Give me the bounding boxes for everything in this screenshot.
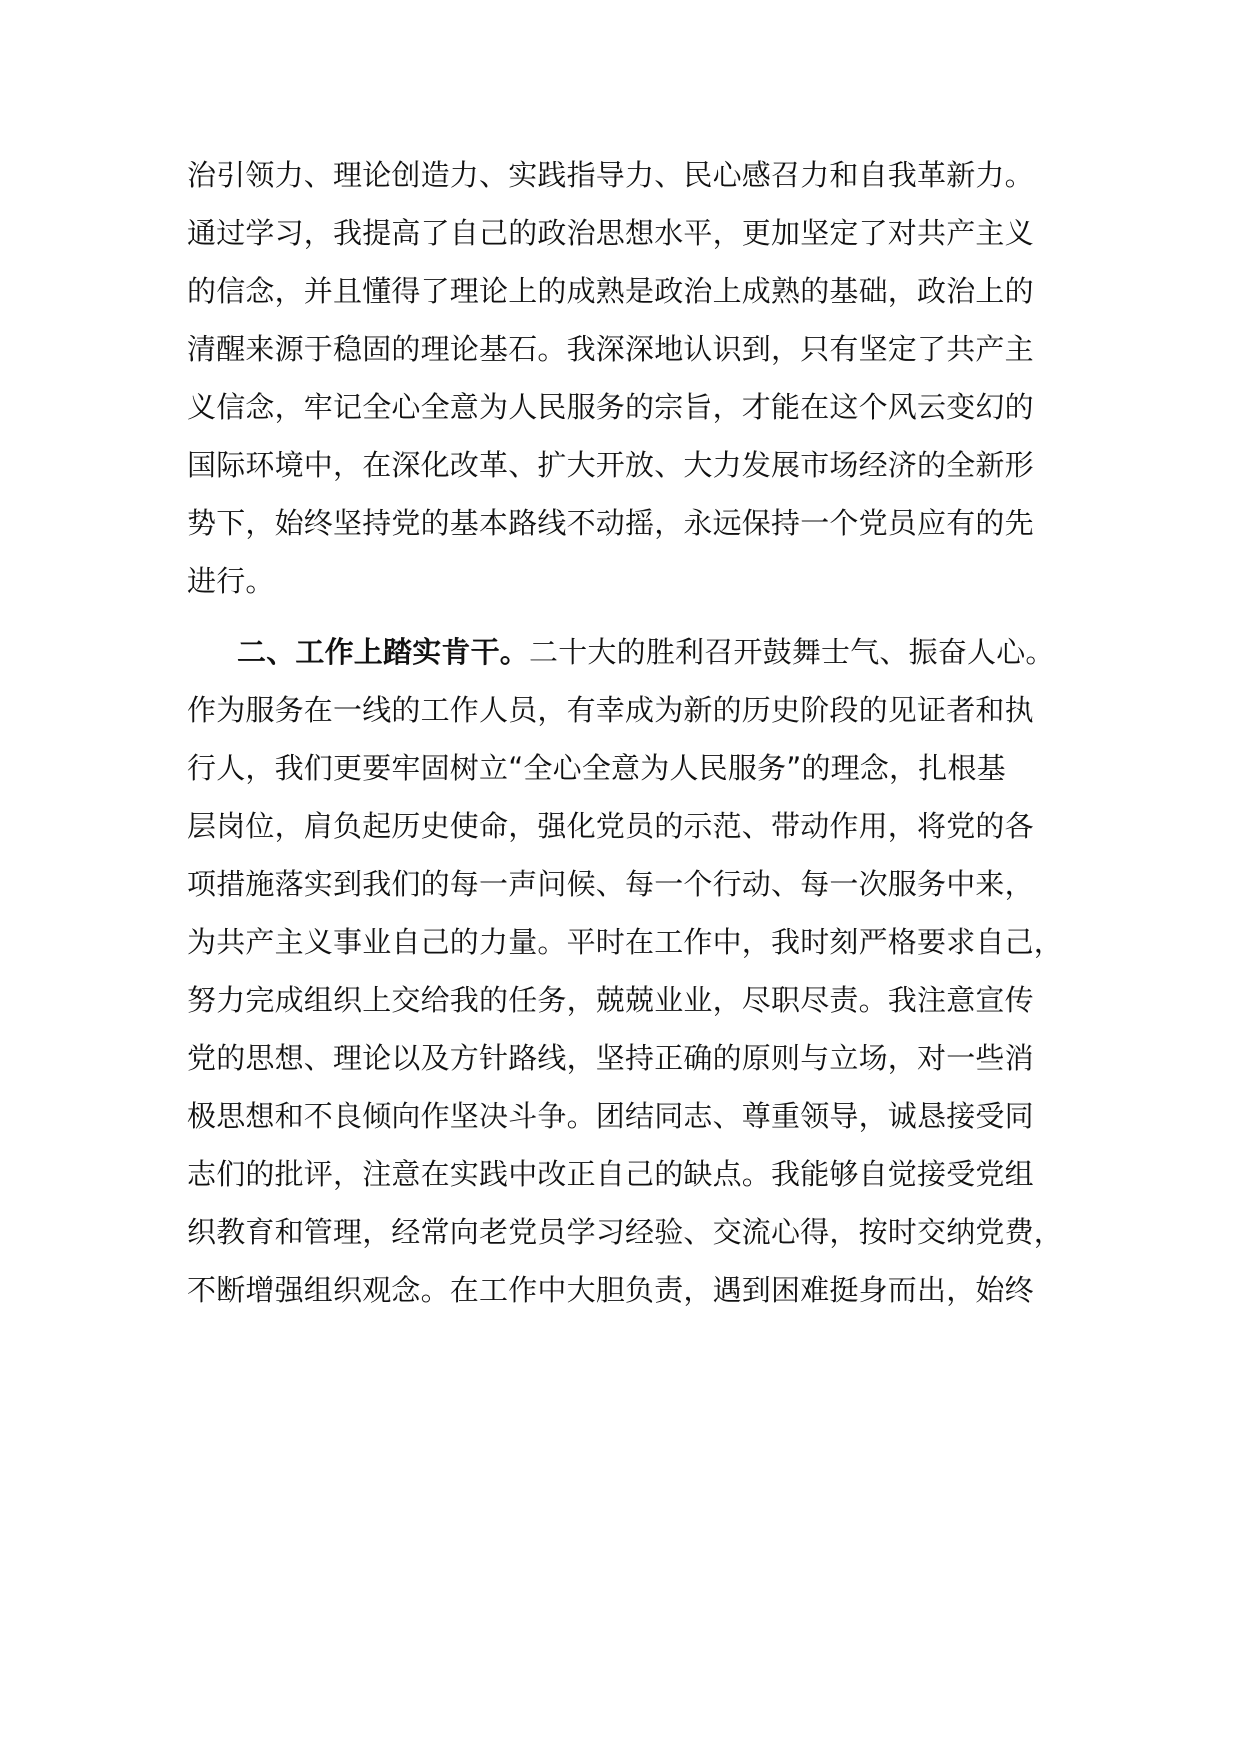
paragraph-2-line-5: 项措施落实到我们的每一声问候、每一个行动、每一次服务中来， (187, 867, 1034, 901)
paragraph-2-line-1-text: 二十大的胜利召开鼓舞士气、振奋人心。 (529, 635, 1055, 669)
paragraph-2-line-1 (237, 632, 1055, 672)
paragraph-2-line-10: 志们的批评，注意在实践中改正自己的缺点。我能够自觉接受党组 (187, 1157, 1034, 1191)
paragraph-1-line-7: 势下，始终坚持党的基本路线不动摇，永远保持一个党员应有的先 (187, 506, 1034, 540)
paragraph-1-line-3: 的信念，并且懂得了理论上的成熟是政治上成熟的基础，政治上的 (187, 274, 1034, 308)
paragraph-1-line-1: 治引领力、理论创造力、实践指导力、民心感召力和自我革新力。 (187, 158, 1034, 192)
section-heading: 二、工作上踏实肯干。 (237, 635, 530, 669)
paragraph-2-line-12: 不断增强组织观念。在工作中大胆负责，遇到困难挺身而出，始终 (187, 1273, 1034, 1307)
paragraph-2-line-11: 织教育和管理，经常向老党员学习经验、交流心得，按时交纳党费， (187, 1215, 1064, 1249)
paragraph-2-line-8: 党的思想、理论以及方针路线，坚持正确的原则与立场，对一些消 (187, 1041, 1034, 1075)
paragraph-2-line-9: 极思想和不良倾向作坚决斗争。团结同志、尊重领导，诚恳接受同 (187, 1099, 1034, 1133)
paragraph-2-line-2: 作为服务在一线的工作人员，有幸成为新的历史阶段的见证者和执 (187, 693, 1034, 727)
paragraph-1-line-2: 通过学习，我提高了自己的政治思想水平，更加坚定了对共产主义 (187, 216, 1034, 250)
paragraph-2-line-6: 为共产主义事业自己的力量。平时在工作中，我时刻严格要求自己， (187, 925, 1064, 959)
paragraph-2-line-3: 行人，我们更要牢固树立“全心全意为人民服务”的理念，扎根基 (187, 751, 1006, 785)
paragraph-1-line-4: 清醒来源于稳固的理论基石。我深深地认识到，只有坚定了共产主 (187, 332, 1034, 366)
paragraph-1-line-6: 国际环境中，在深化改革、扩大开放、大力发展市场经济的全新形 (187, 448, 1034, 482)
paragraph-2-line-4: 层岗位，肩负起历史使命，强化党员的示范、带动作用，将党的各 (187, 809, 1034, 843)
paragraph-1-line-5: 义信念，牢记全心全意为人民服务的宗旨，才能在这个风云变幻的 (187, 390, 1034, 424)
paragraph-2-line-7: 努力完成组织上交给我的任务，兢兢业业，尽职尽责。我注意宣传 (187, 983, 1034, 1017)
paragraph-1-line-8: 进行。 (187, 564, 275, 598)
